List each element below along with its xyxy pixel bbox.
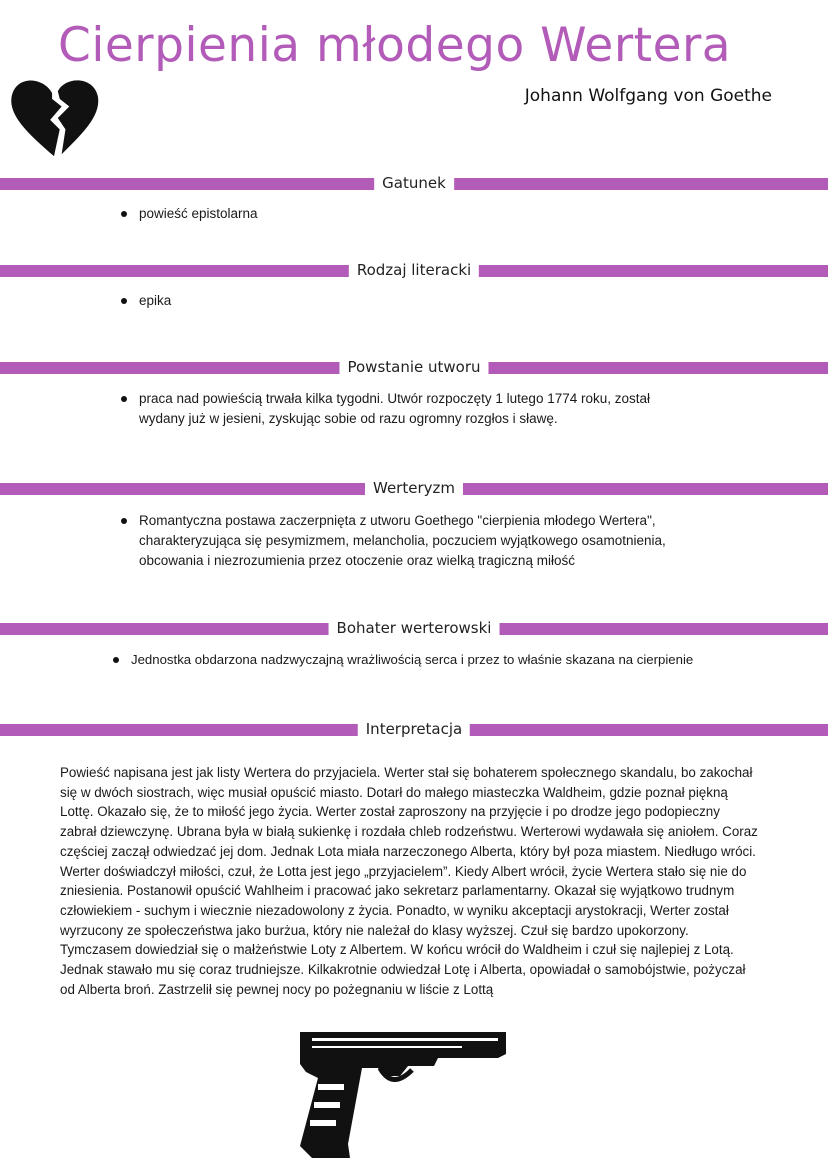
section-header-bohater-werterowski (0, 619, 828, 637)
section-header-interpretacja (0, 720, 828, 738)
section-title: Gatunek (374, 172, 454, 194)
werteryzm-list (121, 511, 721, 571)
list-item: Jednostka obdarzona nadzwyczajną wrażliwością serca i przez to właśnie skazana na cierpienie (113, 650, 813, 670)
broken-heart-icon (6, 74, 102, 160)
pistol-icon (288, 1024, 514, 1164)
section-title: Interpretacja (358, 718, 470, 740)
list-item: praca nad powieścią trwała kilka tygodni. Utwór rozpoczęty 1 lutego 1774 roku, został wydany już w jesieni, zyskując sobie od razu ogromny rozgłos i sławę. (121, 389, 661, 429)
section-header-werteryzm (0, 479, 828, 497)
section-title: Werteryzm (365, 477, 463, 499)
author-name: Johann Wolfgang von Goethe (524, 86, 772, 106)
section-header-gatunek (0, 174, 828, 192)
powstanie-list (121, 389, 661, 429)
gatunek-list (121, 204, 781, 224)
section-title: Powstanie utworu (339, 356, 488, 378)
rodzaj-list (121, 291, 781, 311)
list-item: epika (121, 291, 781, 311)
section-title: Bohater werterowski (329, 617, 500, 639)
page-title: Cierpienia młodego Wertera (58, 18, 732, 73)
section-title: Rodzaj literacki (349, 259, 479, 281)
bohater-list (113, 650, 813, 670)
list-item: powieść epistolarna (121, 204, 781, 224)
interpretation-paragraph: Powieść napisana jest jak listy Wertera do przyjaciela. Werter stał się bohaterem społecznego skandalu, bo zakochał się w dwóch siostrach, więc musiał opuścić miasto. Dotarł do małego miasteczka Waldheim, gdzie poznał piękną Lottę. Okazało się, że to miłość jego życia. Werter został zaproszony na przyjęcie i po drodze jego podopieczny zabrał dziewczynę. Ubrana była w białą sukienkę i rozdała chleb rodzeństwu. Werterowi wydawała się aniołem. Coraz częściej zaczął odwiedzać jej dom. Jednak Lota miała narzeczonego Alberta, który był poza miastem. Niedługo wróci. Werter doświadczył miłości, czuł, że Lotta jest jego „przyjacielem”. Kiedy Albert wrócił, życie Wertera stało się nie do zniesienia. Postanowił opuścić Wahlheim i pracować jako sekretarz parlamentarny. Okazał się wyjątkowo trudnym człowiekiem - suchym i wiecznie niezadowolony z życia. Ponadto, w wyniku akceptacji arystokracji, Werter został wyrzucony ze społeczeństwa jako burżua, który nie należał do klasy wyższej. Czuł się bardzo upokorzony. Tymczasem dowiedział się o małżeństwie Loty z Albertem. W końcu wrócił do Waldheim i czuł się najlepiej z Lotą. Jednak stawało mu się coraz trudniejsze. Kilkakrotnie odwiedzał Lotę i Alberta, opowiadał o samobójstwie, pożyczał od Alberta broń. Zastrzelił się pewnej nocy po pożegnaniu w liście z Lottą (60, 765, 758, 997)
list-item: Romantyczna postawa zaczerpnięta z utworu Goethego "cierpienia młodego Wertera", charakteryzująca się pesymizmem, melancholia, poczuciem wyjątkowego osamotnienia, obcowania i niezrozumienia przez otoczenie oraz wielką tragiczną miłość (121, 511, 721, 571)
section-header-rodzaj-literacki (0, 261, 828, 279)
section-header-powstanie-utworu (0, 358, 828, 376)
